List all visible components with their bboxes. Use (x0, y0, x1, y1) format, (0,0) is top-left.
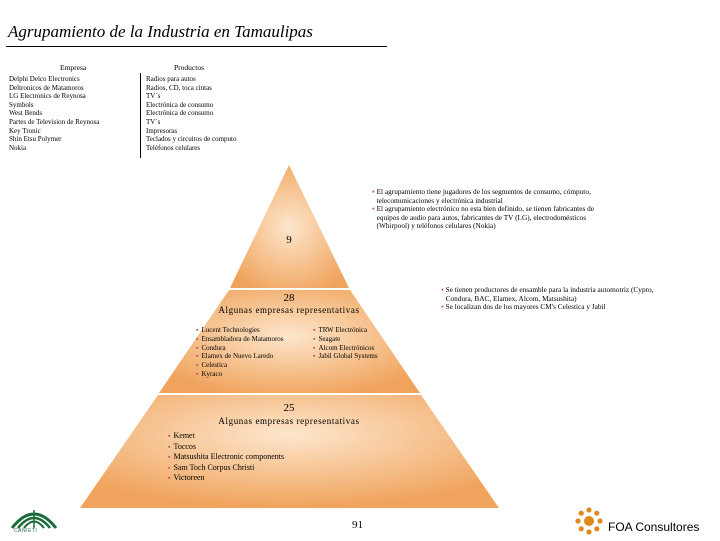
producto-row: TV´s (146, 92, 161, 101)
producto-row: TV´s (146, 117, 161, 126)
note-text: El agrupamiento tiene jugadores de los segmentos de consumo, cómputo, telecomunicaciones y electrónica industrial (376, 187, 591, 205)
foa-sunburst-icon (574, 506, 604, 536)
pyramid-top-tier (230, 165, 349, 288)
canieti-logo (10, 506, 58, 530)
note-item (372, 205, 608, 231)
note-text: Se localizan dos de los mayores CM's Celestica y Jabil (445, 302, 606, 312)
column-header-empresa: Empresa (60, 63, 87, 72)
empresa-row: Symbols (9, 100, 34, 109)
producto-row: Electrónica de consumo (146, 100, 214, 109)
pyramid-top-number: 9 (286, 234, 292, 246)
canieti-emblem-icon (10, 506, 58, 530)
bullet-icon: ▪ (441, 285, 444, 294)
empresa-row: Deltronicos de Matamoros (9, 83, 84, 92)
bottom-company-list (168, 431, 284, 484)
empresa-row: Shin Etsu Polymer (9, 135, 62, 144)
foa-logo-text: FOA Consultores (608, 520, 700, 534)
producto-row: Teclados y circuitos de computo (146, 135, 237, 144)
producto-row: Electrónica de consumo (146, 109, 214, 118)
list-item: ▪ Lucent Technologies (196, 326, 284, 335)
list-item: ▪ Condura (196, 344, 284, 353)
bullet-icon: ▪ (372, 187, 375, 196)
notes-top (372, 188, 608, 231)
canieti-logo-text: CANIETI (14, 528, 38, 534)
pyramid-bottom-number: 25 (283, 402, 295, 414)
bullet-icon: ▪ (372, 204, 375, 214)
page-title: Agrupamiento de la Industria en Tamaulipas (8, 22, 313, 41)
list-item: ▪ Victoreen (168, 473, 284, 484)
list-item: ▪ Toccos (168, 442, 284, 453)
list-item: ▪ Jabil Global Systems (313, 352, 378, 361)
middle-company-list-left (196, 326, 284, 379)
list-item: ▪ Ensambladora de Matamoros (196, 335, 284, 344)
list-item: ▪ Alcom Electrónicos (313, 344, 378, 353)
pyramid-middle-subtitle: Algunas empresas representativas (218, 305, 360, 315)
note-item (441, 286, 681, 303)
list-item: ▪ Matsushita Electronic components (168, 452, 284, 463)
bullet-icon: ▪ (441, 302, 444, 312)
page-number: 91 (352, 519, 363, 531)
column-header-productos: Productos (174, 63, 204, 72)
pyramid-middle-number: 28 (283, 292, 295, 304)
middle-company-list-right (313, 326, 378, 361)
empresa-row: Key Tronic (9, 126, 41, 135)
list-item: ▪ Celestica (196, 361, 284, 370)
note-item (372, 188, 608, 205)
list-item: ▪ Elamex de Nuevo Laredo (196, 352, 284, 361)
producto-row: Teléfonos celulares (146, 143, 201, 152)
notes-middle (441, 286, 681, 312)
empresa-row: Partes de Television de Reynosa (9, 117, 100, 126)
producto-row: Radios para autos (146, 75, 196, 83)
producto-row: Radios, CD, toca cintas (146, 83, 212, 92)
producto-row: Impresoras (146, 126, 178, 135)
note-text: Se tienen productores de ensamble para la industria automotriz (Cypro, Condura, BAC, Elamex, Alcom, Matsushita) (445, 285, 654, 303)
list-item: ▪ TRW Electrónica (313, 326, 378, 335)
empresa-row: LG Electronics de Reynosa (9, 92, 86, 101)
empresa-row: West Bends (9, 109, 43, 118)
list-item: ▪ Seagate (313, 335, 378, 344)
list-item: ▪ Kemet (168, 431, 284, 442)
foa-logo (574, 506, 604, 536)
note-text: El agrupamiento electrónico no esta bien definido, se tienen fabricantes de equipos de audio para autos, fabricantes de TV (LG), electrodomésticos (Whirpool) y teléfonos celulares (Nokia) (376, 204, 594, 231)
list-item: ▪ Sam Toch Corpus Christi (168, 463, 284, 474)
empresa-row: Nokia (9, 143, 27, 152)
empresa-row: Delphi Delco Electronics (9, 75, 80, 83)
note-item (441, 303, 681, 312)
list-item: ▪ Kyraco (196, 370, 284, 379)
pyramid-bottom-subtitle: Algunas empresas representativas (218, 416, 360, 426)
